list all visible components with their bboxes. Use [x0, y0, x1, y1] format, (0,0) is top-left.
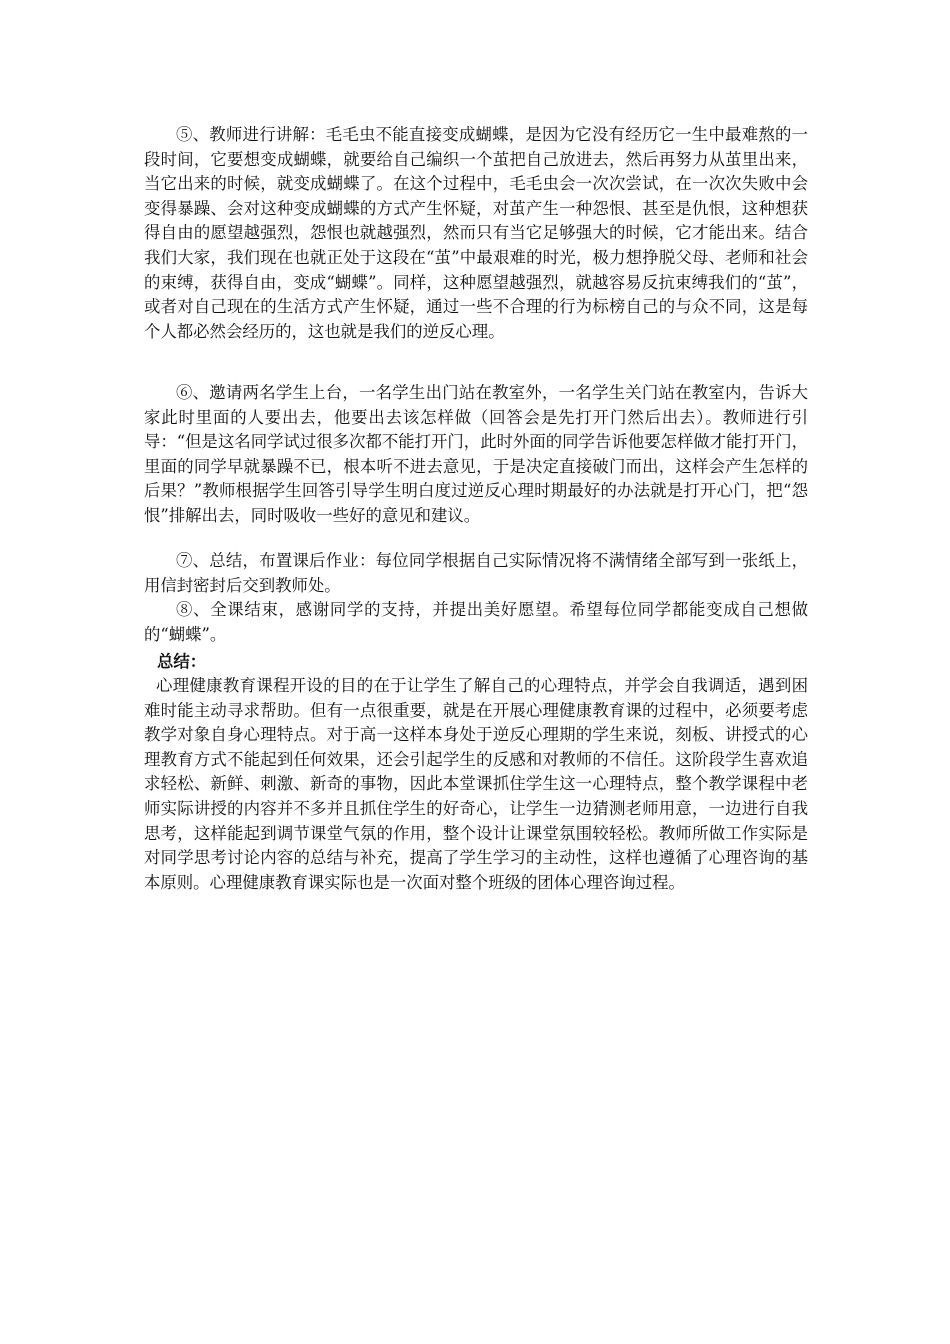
summary-paragraph: 心理健康教育课程开设的目的在于让学生了解自己的心理特点，并学会自我调适，遇到困难时能主动寻求帮助。但有一点很重要，就是在开展心理健康教育课的过程中，必须要考虑教学对象自身心理特点。对于高一这样本身处于逆反心理期的学生来说，刻板、讲授式的心理教育方式不能起到任何效果，还会引起学生的反感和对教师的不信任。这阶段学生喜欢追求轻松、新鲜、刺激、新奇的事物，因此本堂课抓住学生这一心理特点，整个教学课程中老师实际讲授的内容并不多并且抓住学生的好奇心，让学生一边猜测老师用意，一边进行自我思考，这样能起到调节课堂气氛的作用，整个设计让课堂氛围较轻松。教师所做工作实际是对同学思考讨论内容的总结与补充，提高了学生学习的主动性，这样也遵循了心理咨询的基本原则。心理健康教育课实际也是一次面对整个班级的团体心理咨询过程。: [144, 676, 808, 892]
paragraph-step-5: ⑤、教师进行讲解：毛毛虫不能直接变成蝴蝶，是因为它没有经历它一生中最难熬的一段时间，它要想变成蝴蝶，就要给自己编织一个茧把自己放进去，然后再努力从茧里出来，当它出来的时候，就变成蝴蝶了。在这个过程中，毛毛虫会一次次尝试，在一次次失败中会变得暴躁、会对这种变成蝴蝶的方式产生怀疑，对茧产生一种怨恨、甚至是仇恨，这种想获得自由的愿望越强烈，怨恨也就越强烈，然而只有当它足够强大的时候，它才能出来。结合我们大家，我们现在也就正处于这段在“茧”中最艰难的时光，极力想挣脱父母、老师和社会的束缚，获得自由，变成“蝴蝶”。同样，这种愿望越强烈，就越容易反抗束缚我们的“茧”，或者对自己现在的生活方式产生怀疑，通过一些不合理的行为标榜自己的与众不同，这是每个人都必然会经历的，这也就是我们的逆反心理。: [144, 125, 808, 341]
paragraph-step-6: ⑥、邀请两名学生上台，一名学生出门站在教室外，一名学生关门站在教室内，告诉大家此时里面的人要出去，他要出去该怎样做（回答会是先打开门然后出去）。教师进行引导：“但是这名同学试过很多次都不能打开门，此时外面的同学告诉他要怎样做才能打开门，里面的同学早就暴躁不已，根本听不进去意见，于是决定直接破门而出，这样会产生怎样的后果？”教师根据学生回答引导学生明白度过逆反心理时期最好的办法就是打开心门，把“怨恨”排解出去，同时吸收一些好的意见和建议。: [144, 383, 809, 525]
paragraph-step-7: ⑦、总结，布置课后作业：每位同学根据自己实际情况将不满情绪全部写到一张纸上，用信封密封后交到教师处。: [144, 551, 808, 595]
summary-heading: 总结：: [157, 652, 207, 671]
paragraph-step-8: ⑧、全课结束，感谢同学的支持，并提出美好愿望。希望每位同学都能变成自己想做的“蝴蝶”。: [144, 600, 808, 644]
